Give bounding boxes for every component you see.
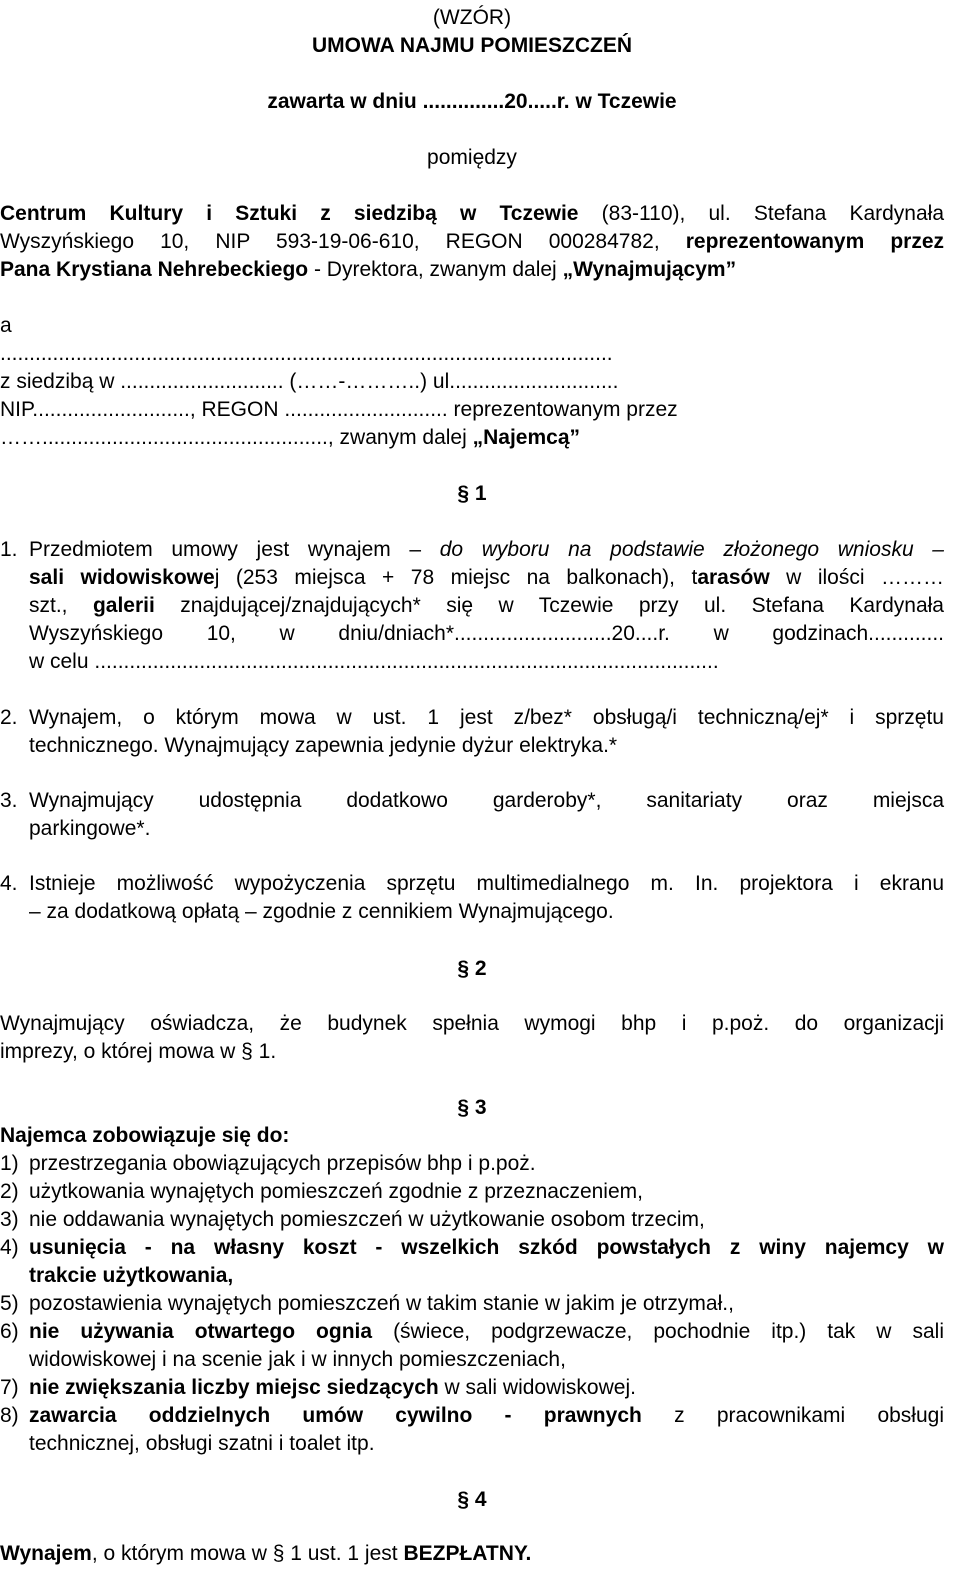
clause-1-1-text-1: Przedmiotem umowy jest wynajem – do wyboru na podstawie złożonego wniosku – xyxy=(29,538,944,561)
date-line: zawarta w dniu ..............20.....r. w Tczewie xyxy=(267,90,677,113)
clause-1-3-text-1: Wynajmujący udostępnia dodatkowo garderoby*, sanitariaty oraz miejsca xyxy=(29,789,944,812)
clause-1-1-text-5: w celu ........................................................................................................... xyxy=(29,650,719,673)
clause-1-4-text-1: Istnieje możliwość wypożyczenia sprzętu multimedialnego m. In. projektora i ekranu xyxy=(29,872,944,895)
obligation-6-text-2: widowiskowej i na scenie jak i w innych pomieszczeniach, xyxy=(29,1348,566,1371)
party-2-address: z siedzibą w ............................ (……-………..) ul............................. xyxy=(0,370,619,393)
obligation-4-text-1: usunięcia - na własny koszt - wszelkich szkód powstałych z winy najemcy w xyxy=(29,1236,944,1259)
clause-1-1-text-3: szt., galerii znajdującej/znajdujących* się w Tczewie przy ul. Stefana Kardynała xyxy=(29,594,944,617)
document-title: UMOWA NAJMU POMIESZCZEŃ xyxy=(311,34,633,57)
clause-1-4-text-2: – za dodatkową opłatą – zgodnie z cennikiem Wynajmującego. xyxy=(29,900,614,923)
between-label: pomiędzy xyxy=(427,146,517,169)
section-2-text-2: imprezy, o której mowa w § 1. xyxy=(0,1040,277,1063)
section-3-intro: Najemca zobowiązuje się do: xyxy=(0,1124,290,1147)
obligation-4-text-2: trakcie użytkowania, xyxy=(29,1264,234,1287)
section-2-text-1: Wynajmujący oświadcza, że budynek spełnia wymogi bhp i p.poż. do organizacji xyxy=(0,1012,944,1035)
obligation-6-text-1: nie używania otwartego ognia (świece, podgrzewacze, pochodnie itp.) tak w sali xyxy=(29,1320,944,1343)
conjunction-a: a xyxy=(0,314,12,337)
clause-1-2-text-2: technicznego. Wynajmujący zapewnia jedynie dyżur elektryka.* xyxy=(29,734,618,757)
document-label: (WZÓR) xyxy=(432,6,512,29)
party-2-representative: ……................................................., zwanym dalej „Najemcą” xyxy=(0,426,581,449)
party-2-name-blank: ......................................................................................................... xyxy=(0,342,613,365)
clause-1-3-text-2: parkingowe*. xyxy=(29,817,151,840)
section-4-text: Wynajem, o którym mowa w § 1 ust. 1 jest BEZPŁATNY. xyxy=(0,1542,532,1565)
section-2-heading: § 2 xyxy=(457,957,487,980)
clause-1-2-text-1: Wynajem, o którym mowa w ust. 1 jest z/bez* obsługą/i techniczną/ej* i sprzętu xyxy=(29,706,944,729)
section-1-heading: § 1 xyxy=(457,482,487,505)
obligation-8-text-2: technicznej, obsługi szatni i toalet itp. xyxy=(29,1432,375,1455)
party-1-line-1: Centrum Kultury i Sztuki z siedzibą w Tczewie (83-110), ul. Stefana Kardynała xyxy=(0,202,945,225)
clause-1-1-text-2: sali widowiskowej (253 miejsca + 78 miejsc na balkonach), tarasów w ilości ……… xyxy=(29,566,944,589)
party-1-line-3: Pana Krystiana Nehrebeckiego - Dyrektora, zwanym dalej „Wynajmującym” xyxy=(0,258,737,281)
obligation-8-text-1: zawarcia oddzielnych umów cywilno - prawnych z pracownikami obsługi xyxy=(29,1404,944,1427)
section-4-heading: § 4 xyxy=(457,1488,487,1511)
party-2-nip-regon: NIP..........................., REGON ............................ reprezentowanym przez xyxy=(0,398,678,421)
party-1-line-2: Wyszyńskiego 10, NIP 593-19-06-610, REGON 000284782, reprezentowanym przez xyxy=(0,230,945,253)
section-3-heading: § 3 xyxy=(457,1096,487,1119)
clause-1-1-text-4: Wyszyńskiego 10, w dniu/dniach*...........................20....r. w godzinach............. xyxy=(29,622,944,645)
